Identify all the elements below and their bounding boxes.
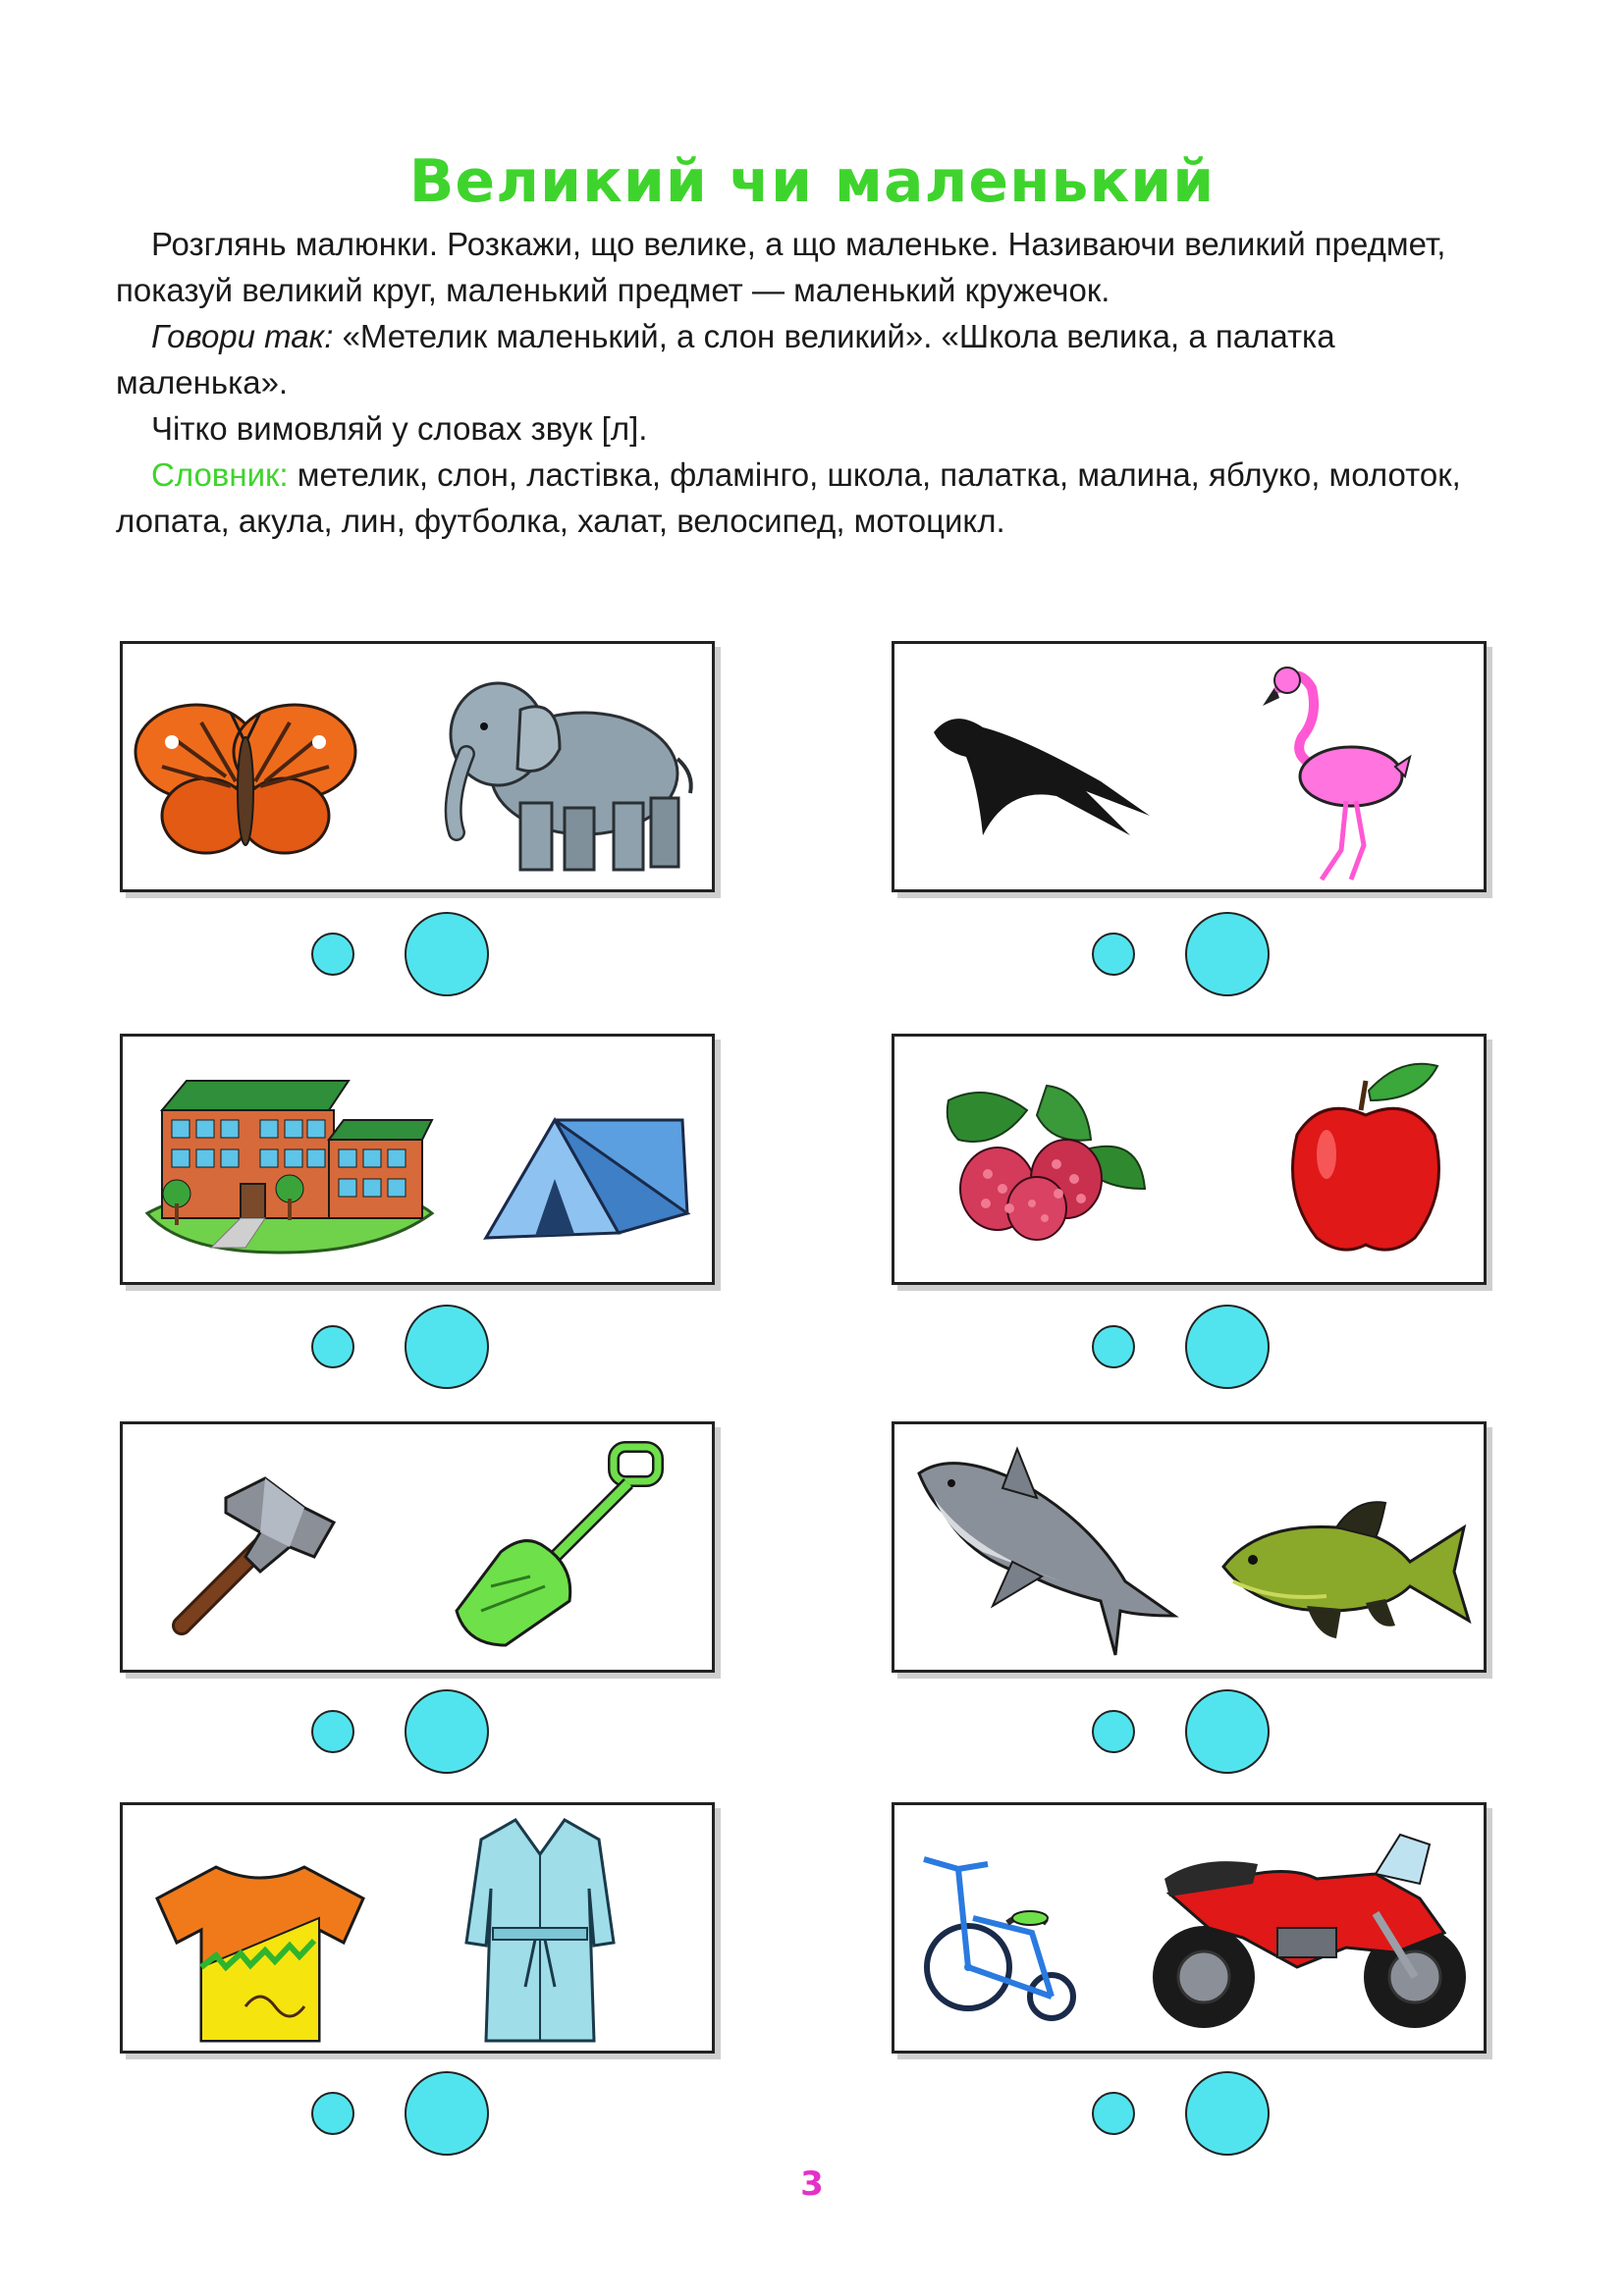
butterfly-picture (133, 698, 358, 865)
picture-card (120, 1421, 715, 1673)
apple-picture (1282, 1056, 1449, 1262)
large-circle[interactable] (1185, 1689, 1270, 1774)
small-circle[interactable] (311, 1325, 354, 1368)
small-circle[interactable] (1092, 1710, 1135, 1753)
dictionary-paragraph (116, 452, 1490, 544)
instructions (116, 221, 1490, 544)
picture-card (892, 1034, 1487, 1285)
picture-card (120, 641, 715, 892)
small-circle[interactable] (1092, 2092, 1135, 2135)
large-circle[interactable] (1185, 1305, 1270, 1389)
large-circle[interactable] (1185, 912, 1270, 996)
picture-card (892, 1421, 1487, 1673)
swallow-picture (929, 698, 1164, 845)
example-label: Говори так: (151, 318, 334, 354)
large-circle[interactable] (405, 2071, 489, 2156)
page-number: 3 (800, 2164, 824, 2204)
picture-card (120, 1034, 715, 1285)
picture-card (120, 1802, 715, 2054)
shovel-picture (447, 1439, 682, 1655)
shark-picture (914, 1444, 1179, 1660)
small-circle[interactable] (311, 2092, 354, 2135)
small-circle[interactable] (1092, 1325, 1135, 1368)
tench-fish-picture (1218, 1493, 1474, 1640)
motorcycle-picture (1150, 1820, 1474, 2036)
picture-card (892, 1802, 1487, 2054)
instruction-paragraph: Розглянь малюнки. Розкажи, що велике, а що маленьке. Називаючи великий предмет, показуй великий круг, маленький предмет — маленький кружечок. (116, 226, 1446, 308)
picture-card (892, 641, 1487, 892)
page-title: Великий чи маленький (408, 147, 1216, 216)
small-circle[interactable] (1092, 933, 1135, 976)
tent-picture (481, 1110, 692, 1248)
dictionary-text: метелик, слон, ластівка, фламінго, школа, палатка, малина, яблуко, молоток, лопата, акула, лин, футболка, халат, велосипед, мотоцикл. (116, 456, 1461, 539)
large-circle[interactable] (405, 912, 489, 996)
example-paragraph (116, 313, 1490, 405)
example-text: «Метелик маленький, а слон великий». «Школа велика, а палатка маленька». (116, 318, 1335, 400)
hammer-picture (167, 1464, 344, 1640)
school-picture (142, 1066, 437, 1257)
large-circle[interactable] (405, 1689, 489, 1774)
large-circle[interactable] (1185, 2071, 1270, 2156)
raspberries-picture (939, 1081, 1155, 1248)
flamingo-picture (1258, 659, 1415, 884)
tricycle-picture (914, 1840, 1081, 2026)
robe-picture (461, 1815, 619, 2046)
small-circle[interactable] (311, 933, 354, 976)
sound-paragraph: Чітко вимовляй у словах звук [л]. (151, 410, 648, 447)
t-shirt-picture (147, 1859, 373, 2046)
elephant-picture (437, 666, 702, 881)
small-circle[interactable] (311, 1710, 354, 1753)
large-circle[interactable] (405, 1305, 489, 1389)
dictionary-label: Словник: (151, 456, 289, 493)
